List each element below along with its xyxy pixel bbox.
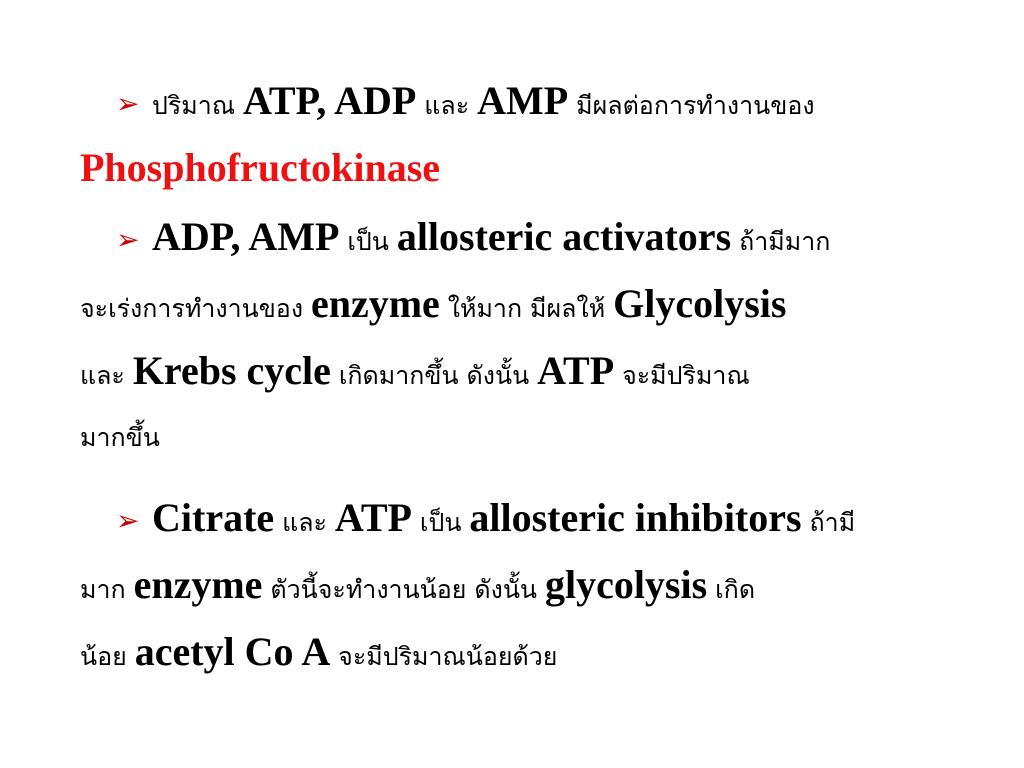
- bullet-3-line-2: [80, 556, 960, 623]
- thai-text: เป็น: [339, 227, 397, 256]
- bullet-3-line-1: [116, 489, 960, 556]
- slide-body: [80, 72, 960, 690]
- english-term: Krebs cycle: [132, 348, 331, 393]
- thai-text: มาก: [80, 575, 134, 604]
- thai-text: จะเร่งการทำงานของ: [80, 294, 311, 323]
- arrow-bullet-icon: ➢: [116, 87, 140, 120]
- bullet-2-line-1: [116, 208, 960, 275]
- bullet-allosteric-inhibitors: [80, 489, 960, 690]
- thai-text: เป็น: [411, 508, 470, 537]
- english-term: allosteric inhibitors: [469, 495, 802, 540]
- thai-text: ให้มาก มีผลให้: [439, 294, 614, 323]
- english-term: allosteric activators: [396, 214, 732, 259]
- thai-text: มีผลต่อการทำงานของ: [568, 91, 815, 120]
- thai-text: และ: [80, 361, 133, 390]
- thai-text: จะมีปริมาณ: [614, 361, 750, 390]
- bullet-2-line-3: [80, 342, 960, 409]
- english-term: acetyl Co A: [134, 629, 331, 674]
- bullet-2-line-2: [80, 275, 960, 342]
- thai-text: ถ้ามี: [801, 508, 856, 537]
- thai-text: จะมีปริมาณน้อยด้วย: [330, 642, 558, 671]
- thai-text: และ: [274, 508, 335, 537]
- english-term: ATP: [537, 348, 615, 393]
- english-term: enzyme: [310, 281, 440, 326]
- english-term: enzyme: [133, 562, 263, 607]
- bullet-allosteric-activators: [80, 208, 960, 471]
- thai-text: น้อย: [80, 642, 135, 671]
- thai-text: ตัวนี้จะทำงานน้อย ดังนั้น: [262, 575, 545, 604]
- thai-text: ถ้ามีมาก: [731, 227, 831, 256]
- english-term: Glycolysis: [613, 281, 787, 326]
- english-term: glycolysis: [544, 562, 708, 607]
- arrow-bullet-icon: ➢: [116, 223, 140, 256]
- bullet-1-line-1: [116, 72, 960, 139]
- english-term: Citrate: [152, 495, 275, 540]
- thai-text: เกิดมากขึ้น ดังนั้น: [330, 361, 538, 390]
- arrow-bullet-icon: ➢: [116, 504, 140, 537]
- bullet-1-line-2: [80, 139, 960, 206]
- english-term: AMP: [477, 78, 569, 123]
- thai-text: และ: [416, 91, 478, 120]
- english-term: Phosphofructokinase: [80, 145, 441, 190]
- english-term: ADP, AMP: [152, 214, 340, 259]
- english-term: ATP, ADP: [242, 78, 417, 123]
- bullet-phosphofructokinase-regulation: [80, 72, 960, 206]
- thai-text: มากขึ้น: [80, 423, 160, 452]
- english-term: ATP: [334, 495, 412, 540]
- bullet-3-line-3: [80, 623, 960, 690]
- thai-text: เกิด: [707, 575, 756, 604]
- thai-text: ปริมาณ: [152, 91, 243, 120]
- bullet-2-line-4: [80, 409, 960, 471]
